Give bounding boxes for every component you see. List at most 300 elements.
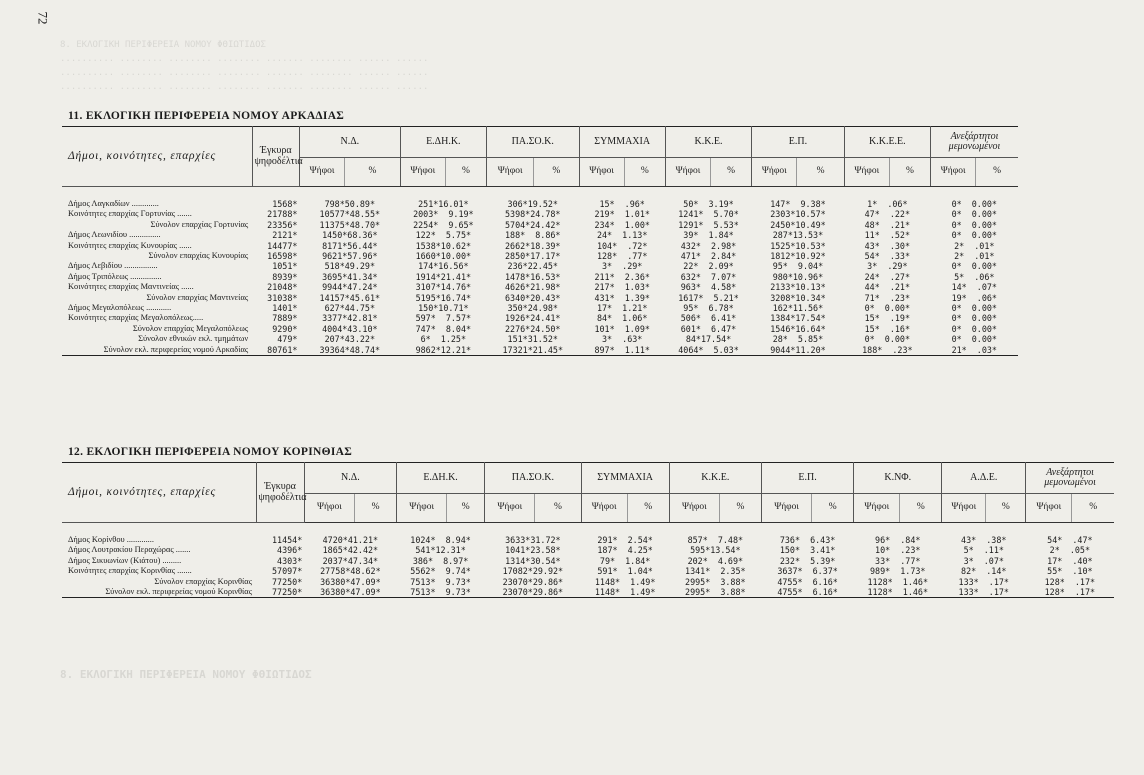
party-result-cell: 128* .77* bbox=[596, 251, 648, 262]
valid-ballots-cell: 479* bbox=[277, 334, 298, 345]
party-result-cell: 306*19.52* bbox=[507, 199, 558, 209]
party-result-cell: 597* 7.57* bbox=[415, 313, 472, 324]
party-result-cell: 96* .84* bbox=[875, 535, 921, 545]
area-name: Δήμος Κορίνθου ............. bbox=[68, 535, 154, 544]
table-row bbox=[62, 220, 1018, 230]
bleed-through-text: .......... ........ ........ ........ ....... ........ ...... ...... bbox=[60, 54, 429, 64]
party-result-cell: 147* 9.38* bbox=[770, 199, 826, 209]
party-result-cell: 17* 1.21* bbox=[596, 303, 648, 314]
party-result-cell: 24* .27* bbox=[864, 271, 911, 282]
party-result-cell: 10577*48.55* bbox=[319, 209, 381, 220]
party-result-cell: 211* 2.36* bbox=[594, 271, 650, 282]
party-result-cell: 202* 4.69* bbox=[687, 555, 744, 566]
party-result-cell: 95* 6.78* bbox=[683, 303, 734, 314]
valid-ballots-cell: 9290* bbox=[272, 323, 298, 334]
area-name: Δήμος Τριπόλεως ............... bbox=[68, 271, 162, 281]
party-result-cell: 122* 5.75* bbox=[415, 230, 472, 241]
valid-ballots-cell: 8939* bbox=[272, 271, 298, 282]
spacer-cell bbox=[62, 523, 1114, 536]
party-result-cell: 11* .52* bbox=[864, 230, 911, 241]
party-result-cell: 9944*47.24* bbox=[322, 282, 378, 293]
party-result-cell: 1128* 1.46* bbox=[867, 587, 928, 598]
area-name: Σύνολον επαρχίας Γορτυνίας bbox=[150, 219, 249, 229]
valid-ballots-header: Έγκυρα ψηφοδέλτια bbox=[256, 463, 304, 523]
party-result-cell: 3* .63* bbox=[602, 334, 643, 345]
votes-subheader: Ψήφοι bbox=[665, 158, 710, 187]
votes-subheader: Ψήφοι bbox=[581, 494, 627, 523]
party-header: Ν.Δ. bbox=[299, 127, 400, 158]
party-result-cell: 1341* 2.35* bbox=[685, 566, 746, 577]
party-result-cell: 22* 2.09* bbox=[683, 261, 734, 272]
party-result-cell: 980*10.96* bbox=[772, 271, 824, 282]
party-result-cell: 10* .23* bbox=[875, 545, 921, 556]
party-result-cell: 1926*24.41* bbox=[505, 313, 561, 324]
party-result-cell: 23070*29.86* bbox=[502, 587, 564, 598]
table-row bbox=[62, 334, 1018, 344]
party-result-cell: 7513* 9.73* bbox=[410, 576, 471, 587]
table-body bbox=[62, 523, 1114, 598]
table-title: 11. ΕΚΛΟΓΙΚΗ ΠΕΡΙΦΕΡΕΙΑ ΝΟΜΟΥ ΑΡΚΑΔΙΑΣ bbox=[68, 110, 345, 122]
party-result-cell: 627*44.75* bbox=[324, 303, 375, 314]
page-number: 72 bbox=[35, 11, 51, 25]
party-result-cell: 1241* 5.70* bbox=[678, 209, 739, 220]
party-result-cell: 187* 4.25* bbox=[597, 545, 653, 556]
table-row bbox=[62, 199, 1018, 209]
table-row bbox=[62, 241, 1018, 251]
votes-subheader: Ψήφοι bbox=[400, 158, 445, 187]
party-result-cell: 43* .38* bbox=[961, 535, 1007, 545]
party-result-cell: 3695*41.34* bbox=[322, 271, 378, 282]
party-result-cell: 1148* 1.49* bbox=[594, 576, 656, 587]
party-result-cell: 506* 6.41* bbox=[680, 313, 737, 324]
party-result-cell: 3* .07* bbox=[963, 555, 1004, 566]
party-result-cell: 47* .22* bbox=[864, 209, 911, 220]
valid-ballots-cell: 16598* bbox=[267, 251, 298, 262]
party-result-cell: 591* 1.04* bbox=[597, 566, 653, 577]
party-result-cell: 0* 0.00* bbox=[951, 209, 997, 220]
party-result-cell: 54* .47* bbox=[1047, 535, 1093, 545]
party-result-cell: 1812*10.92* bbox=[770, 251, 826, 262]
party-result-cell: 188* 8.86* bbox=[505, 230, 561, 241]
party-result-cell: 4064* 5.03* bbox=[678, 344, 739, 355]
party-result-cell: 44* .21* bbox=[864, 282, 911, 293]
table-row bbox=[62, 209, 1018, 219]
pct-subheader: % bbox=[797, 158, 844, 187]
pct-subheader: % bbox=[447, 494, 485, 523]
party-result-cell: 3* .29* bbox=[602, 261, 643, 272]
party-result-cell: 3* .29* bbox=[867, 261, 908, 272]
table-row bbox=[62, 293, 1018, 303]
valid-ballots-cell: 21048* bbox=[267, 282, 298, 293]
table-body bbox=[62, 187, 1018, 356]
party-result-cell: 251*16.01* bbox=[418, 199, 469, 209]
party-result-cell: 291* 2.54* bbox=[597, 535, 653, 545]
bleed-through-text: .......... ........ ........ ........ ....... ........ ...... ...... bbox=[60, 82, 429, 92]
table-row bbox=[62, 587, 1114, 598]
pct-subheader: % bbox=[889, 158, 930, 187]
votes-subheader: Ψήφοι bbox=[752, 158, 797, 187]
party-header: Κ.Κ.Ε.Ε. bbox=[844, 127, 930, 158]
valid-ballots-cell: 14477* bbox=[267, 240, 298, 251]
table-row bbox=[62, 251, 1018, 261]
pct-subheader: % bbox=[976, 158, 1018, 187]
party-result-cell: 541*12.31* bbox=[415, 545, 466, 556]
valid-ballots-cell: 21788* bbox=[267, 209, 298, 220]
party-result-cell: 150* 3.41* bbox=[779, 545, 836, 556]
party-result-cell: 84* 1.06* bbox=[596, 313, 648, 324]
valid-ballots-header: Έγκυρα ψηφοδέλτια bbox=[252, 127, 299, 187]
votes-subheader: Ψήφοι bbox=[485, 494, 535, 523]
party-result-cell: 162*11.56* bbox=[772, 303, 824, 314]
party-result-cell: 2303*10.57* bbox=[770, 209, 826, 220]
party-result-cell: 0* 0.00* bbox=[951, 199, 997, 209]
table-row bbox=[62, 261, 1018, 271]
party-result-cell: 4626*21.98* bbox=[505, 282, 561, 293]
party-result-cell: 36380*47.09* bbox=[320, 576, 381, 587]
pct-subheader: % bbox=[720, 494, 762, 523]
valid-ballots-cell: 77250* bbox=[271, 587, 303, 598]
party-result-cell: 1478*16.53* bbox=[505, 271, 561, 282]
party-result-cell: 101* 1.09* bbox=[594, 323, 650, 334]
votes-subheader: Ψήφοι bbox=[487, 158, 534, 187]
party-result-cell: 5* .06* bbox=[954, 271, 995, 282]
pct-subheader: % bbox=[900, 494, 942, 523]
votes-subheader: Ψήφοι bbox=[669, 494, 719, 523]
party-result-cell: 17321*21.45* bbox=[502, 344, 563, 355]
party-result-cell: 19* .06* bbox=[951, 292, 997, 303]
party-result-cell: 2* .05* bbox=[1049, 545, 1091, 556]
table-arkadia-section bbox=[62, 110, 1018, 356]
area-name: Δήμος Μεγαλοπόλεως ............ bbox=[68, 303, 172, 313]
area-column-header: Δήμοι, κοινότητες, επαρχίες bbox=[62, 463, 256, 523]
party-result-cell: 350*24.98* bbox=[507, 303, 558, 314]
party-result-cell: 4755* 6.16* bbox=[777, 587, 838, 598]
table-row bbox=[62, 556, 1114, 566]
spacer-cell bbox=[62, 187, 1018, 200]
party-result-cell: 595*13.54* bbox=[690, 545, 741, 556]
party-result-cell: 6* 1.25* bbox=[420, 334, 467, 345]
party-header: Ανεξάρτητοι μεμονωμένοι bbox=[1026, 463, 1114, 494]
party-result-cell: 219* 1.01* bbox=[594, 209, 650, 220]
valid-ballots-cell: 23356* bbox=[267, 219, 298, 230]
area-name: Σύνολον επαρχίας Μεγαλοπόλεως bbox=[132, 323, 249, 333]
party-result-cell: 4720*41.21* bbox=[322, 535, 379, 545]
party-result-cell: 3637* 6.37* bbox=[777, 566, 838, 577]
party-result-cell: 84*17.54* bbox=[685, 334, 732, 345]
party-result-cell: 1024* 8.94* bbox=[410, 535, 471, 545]
party-result-cell: 287*13.53* bbox=[772, 230, 824, 241]
party-result-cell: 9044*11.20* bbox=[770, 344, 826, 355]
party-result-cell: 897* 1.11* bbox=[594, 344, 650, 355]
pct-subheader: % bbox=[711, 158, 752, 187]
votes-subheader: Ψήφοι bbox=[942, 494, 986, 523]
table-row bbox=[62, 313, 1018, 323]
party-result-cell: 39364*48.74* bbox=[319, 344, 381, 355]
party-result-cell: 0* 0.00* bbox=[951, 334, 997, 345]
party-result-cell: 0* 0.00* bbox=[864, 303, 911, 314]
table-row bbox=[62, 230, 1018, 240]
party-result-cell: 43* .30* bbox=[864, 240, 911, 251]
party-result-cell: 6340*20.43* bbox=[505, 292, 561, 303]
party-result-cell: 1314*30.54* bbox=[505, 555, 561, 566]
results-table-arkadia bbox=[62, 126, 1018, 356]
votes-subheader: Ψήφοι bbox=[304, 494, 354, 523]
area-name: Δήμος Λεβιδίου ................ bbox=[68, 261, 158, 271]
party-result-cell: 54* .33* bbox=[864, 251, 911, 262]
party-result-cell: 2254* 9.65* bbox=[413, 219, 474, 230]
bleed-through-text: .......... ........ ........ ........ ....... ........ ...... ...... bbox=[60, 68, 429, 78]
area-name: Σύνολον εκλ. περιφερείας νομού Αρκαδίας bbox=[103, 344, 249, 354]
valid-ballots-cell: 11454* bbox=[271, 535, 303, 545]
party-result-cell: 2995* 3.88* bbox=[685, 576, 746, 587]
valid-ballots-cell: 57097* bbox=[271, 566, 303, 577]
area-name: Κοινότητες επαρχίας Κορινθίας ....... bbox=[68, 566, 192, 576]
party-result-cell: 7513* 9.73* bbox=[410, 587, 471, 598]
valid-ballots-cell: 80761* bbox=[267, 344, 298, 355]
pct-subheader: % bbox=[624, 158, 665, 187]
party-result-cell: 27758*48.62* bbox=[320, 566, 381, 577]
party-header: Κ.Κ.Ε. bbox=[669, 463, 761, 494]
results-table-korinthia bbox=[62, 462, 1114, 598]
area-name: Κοινότητες επαρχίας Μεγαλοπόλεως..... bbox=[68, 313, 204, 323]
party-result-cell: 79* 1.84* bbox=[599, 555, 651, 566]
party-result-cell: 2* .01* bbox=[954, 251, 995, 262]
party-result-cell: 2* .01* bbox=[954, 240, 995, 251]
table-row bbox=[62, 566, 1114, 576]
party-result-cell: 2850*17.17* bbox=[505, 251, 561, 262]
area-name: Σύνολον επαρχίας Κυνουρίας bbox=[148, 251, 249, 261]
table-row bbox=[62, 535, 1114, 545]
pct-subheader: % bbox=[627, 494, 669, 523]
party-result-cell: 28* 5.85* bbox=[772, 334, 824, 345]
party-result-cell: 9862*12.21* bbox=[415, 344, 472, 355]
party-result-cell: 11375*48.70* bbox=[319, 219, 381, 230]
party-result-cell: 55* .10* bbox=[1047, 566, 1093, 577]
party-result-cell: 1914*21.41* bbox=[415, 271, 472, 282]
party-result-cell: 5704*24.42* bbox=[505, 219, 561, 230]
party-header: ΠΑ.ΣΟ.Κ. bbox=[487, 127, 580, 158]
party-result-cell: 431* 1.39* bbox=[594, 292, 650, 303]
party-result-cell: 857* 7.48* bbox=[687, 535, 744, 545]
area-name: Κοινότητες επαρχίας Γορτυνίας ....... bbox=[68, 209, 192, 219]
party-result-cell: 133* .17* bbox=[958, 576, 1009, 587]
pct-subheader: % bbox=[535, 494, 581, 523]
valid-ballots-cell: 2121* bbox=[272, 230, 298, 241]
table-row bbox=[62, 577, 1114, 587]
party-result-cell: 17* .40* bbox=[1047, 555, 1093, 566]
valid-ballots-cell: 31038* bbox=[267, 292, 298, 303]
party-result-cell: 1291* 5.53* bbox=[678, 219, 739, 230]
party-result-cell: 48* .21* bbox=[864, 219, 911, 230]
area-name: Κοινότητες επαρχίας Κυνουρίας ...... bbox=[68, 240, 192, 250]
party-header: Κ.ΝΦ. bbox=[854, 463, 942, 494]
table-row bbox=[62, 345, 1018, 356]
valid-ballots-cell: 1051* bbox=[272, 261, 298, 272]
party-result-cell: 798*50.89* bbox=[324, 199, 375, 209]
party-result-cell: 2037*47.34* bbox=[322, 555, 379, 566]
party-result-cell: 3633*31.72* bbox=[505, 535, 561, 545]
party-result-cell: 3107*14.76* bbox=[415, 282, 472, 293]
party-result-cell: 33* .77* bbox=[875, 555, 921, 566]
party-header: Κ.Κ.Ε. bbox=[665, 127, 751, 158]
party-header: Ε.Π. bbox=[752, 127, 845, 158]
party-header: ΣΥΜΜΑΧΙΑ bbox=[579, 127, 665, 158]
pct-subheader: % bbox=[986, 494, 1026, 523]
area-name: Σύνολον εκλ. περιφερείας νομού Κορινθίας bbox=[105, 587, 253, 597]
area-name: Κοινότητες επαρχίας Μαντινείας ...... bbox=[68, 282, 194, 292]
table-row bbox=[62, 324, 1018, 334]
party-result-cell: 236*22.45* bbox=[507, 261, 558, 272]
party-result-cell: 2662*18.39* bbox=[505, 240, 561, 251]
valid-ballots-cell: 1568* bbox=[272, 199, 298, 209]
party-result-cell: 989* 1.73* bbox=[870, 566, 926, 577]
party-result-cell: 2133*10.13* bbox=[770, 282, 826, 293]
valid-ballots-cell: 77250* bbox=[271, 576, 303, 587]
party-result-cell: 5562* 9.74* bbox=[410, 566, 471, 577]
party-result-cell: 2003* 9.19* bbox=[413, 209, 474, 220]
area-name: Σύνολον εθνικών εκλ. τμημάτων bbox=[138, 334, 249, 344]
party-result-cell: 0* 0.00* bbox=[951, 313, 997, 324]
party-result-cell: 217* 1.03* bbox=[594, 282, 650, 293]
bleed-through-text: 8. ΕΚΛΟΓΙΚΗ ΠΕΡΙΦΕΡΕΙΑ ΝΟΜΟΥ ΦΘΙΩΤΙΔΟΣ bbox=[60, 668, 312, 681]
party-header: ΣΥΜΜΑΧΙΑ bbox=[581, 463, 669, 494]
party-result-cell: 386* 8.97* bbox=[412, 555, 469, 566]
table-row bbox=[62, 282, 1018, 292]
valid-ballots-cell: 1401* bbox=[272, 303, 298, 314]
table-row bbox=[62, 272, 1018, 282]
party-result-cell: 15* .16* bbox=[864, 323, 911, 334]
valid-ballots-cell: 4396* bbox=[277, 545, 303, 556]
party-result-cell: 0* 0.00* bbox=[951, 230, 997, 241]
votes-subheader: Ψήφοι bbox=[844, 158, 889, 187]
party-result-cell: 9621*57.96* bbox=[322, 251, 378, 262]
table-row bbox=[62, 303, 1018, 313]
party-result-cell: 21* .03* bbox=[951, 344, 997, 355]
party-result-cell: 0* 0.00* bbox=[864, 334, 911, 345]
area-name: Σύνολον επαρχίας Μαντινείας bbox=[146, 292, 249, 302]
party-result-cell: 39* 1.84* bbox=[683, 230, 734, 241]
party-result-cell: 963* 4.58* bbox=[680, 282, 737, 293]
party-result-cell: 151*31.52* bbox=[507, 334, 558, 345]
party-result-cell: 50* 3.19* bbox=[683, 199, 734, 209]
party-result-cell: 150*10.71* bbox=[418, 303, 469, 314]
area-name: Σύνολον επαρχίας Κορινθίας bbox=[154, 576, 253, 586]
party-result-cell: 188* .23* bbox=[862, 344, 913, 355]
pct-subheader: % bbox=[534, 158, 579, 187]
party-result-cell: 0* 0.00* bbox=[951, 219, 997, 230]
party-result-cell: 23070*29.86* bbox=[502, 576, 564, 587]
party-result-cell: 82* .14* bbox=[961, 566, 1007, 577]
party-result-cell: 4755* 6.16* bbox=[777, 576, 838, 587]
party-result-cell: 128* .17* bbox=[1044, 576, 1096, 587]
votes-subheader: Ψήφοι bbox=[579, 158, 624, 187]
party-result-cell: 1041*23.58* bbox=[505, 545, 561, 556]
party-result-cell: 736* 6.43* bbox=[779, 535, 836, 545]
party-result-cell: 0* 0.00* bbox=[951, 303, 997, 314]
pct-subheader: % bbox=[355, 494, 397, 523]
party-result-cell: 5195*16.74* bbox=[415, 292, 472, 303]
table-korinthia-section bbox=[62, 446, 1114, 598]
party-result-cell: 1* .06* bbox=[867, 199, 908, 209]
party-result-cell: 128* .17* bbox=[1044, 587, 1096, 598]
party-result-cell: 601* 6.47* bbox=[680, 323, 737, 334]
valid-ballots-cell: 4303* bbox=[277, 555, 303, 566]
party-header: Ε.ΔΗ.Κ. bbox=[397, 463, 485, 494]
party-result-cell: 2450*10.49* bbox=[770, 219, 826, 230]
party-result-cell: 1617* 5.21* bbox=[678, 292, 739, 303]
party-result-cell: 632* 7.07* bbox=[680, 271, 737, 282]
party-result-cell: 71* .23* bbox=[864, 292, 911, 303]
party-result-cell: 2995* 3.88* bbox=[685, 587, 746, 598]
party-result-cell: 518*49.29* bbox=[324, 261, 375, 272]
party-result-cell: 234* 1.00* bbox=[594, 219, 650, 230]
party-header: Α.Δ.Ε. bbox=[942, 463, 1026, 494]
party-result-cell: 104* .72* bbox=[596, 240, 648, 251]
party-result-cell: 14157*45.61* bbox=[319, 292, 381, 303]
party-result-cell: 1660*10.00* bbox=[415, 251, 472, 262]
party-result-cell: 3377*42.81* bbox=[322, 313, 378, 324]
area-name: Δήμος Λαγκαδίων ............. bbox=[68, 199, 159, 208]
area-name: Δήμος Σικυωνίων (Κιάτου) ......... bbox=[68, 555, 182, 565]
party-result-cell: 15* .96* bbox=[599, 199, 645, 209]
party-result-cell: 1525*10.53* bbox=[770, 240, 826, 251]
party-result-cell: 17082*29.92* bbox=[502, 566, 564, 577]
party-result-cell: 133* .17* bbox=[958, 587, 1009, 598]
bleed-through-text: 8. ΕΚΛΟΓΙΚΗ ΠΕΡΙΦΕΡΕΙΑ ΝΟΜΟΥ ΦΘΙΩΤΙΔΟΣ bbox=[60, 40, 266, 50]
party-header: ΠΑ.ΣΟ.Κ. bbox=[485, 463, 581, 494]
party-result-cell: 0* 0.00* bbox=[951, 323, 997, 334]
party-result-cell: 36380*47.09* bbox=[320, 587, 381, 598]
votes-subheader: Ψήφοι bbox=[1026, 494, 1072, 523]
party-result-cell: 5* .11* bbox=[963, 545, 1004, 556]
party-header: Ν.Δ. bbox=[304, 463, 396, 494]
party-result-cell: 0* 0.00* bbox=[951, 261, 997, 272]
pct-subheader: % bbox=[445, 158, 486, 187]
party-result-cell: 432* 2.98* bbox=[680, 240, 737, 251]
votes-subheader: Ψήφοι bbox=[761, 494, 811, 523]
party-result-cell: 8171*56.44* bbox=[322, 240, 378, 251]
pct-subheader: % bbox=[345, 158, 401, 187]
party-result-cell: 15* .19* bbox=[864, 313, 911, 324]
votes-subheader: Ψήφοι bbox=[397, 494, 447, 523]
table-title: 12. ΕΚΛΟΓΙΚΗ ΠΕΡΙΦΕΡΕΙΑ ΝΟΜΟΥ ΚΟΡΙΝΘΙΑΣ bbox=[68, 446, 353, 458]
party-header: Ε.Π. bbox=[761, 463, 853, 494]
table-row bbox=[62, 545, 1114, 555]
votes-subheader: Ψήφοι bbox=[931, 158, 976, 187]
area-column-header: Δήμοι, κοινότητες, επαρχίες bbox=[62, 127, 252, 187]
party-result-cell: 3208*10.34* bbox=[770, 292, 826, 303]
party-header: Ανεξάρτητοι μεμονωμένοι bbox=[931, 127, 1018, 158]
party-result-cell: 747* 8.04* bbox=[415, 323, 472, 334]
area-name: Δήμος Λεωνιδίου ............... bbox=[68, 230, 161, 240]
party-result-cell: 1148* 1.49* bbox=[594, 587, 656, 598]
votes-subheader: Ψήφοι bbox=[299, 158, 344, 187]
party-result-cell: 2276*24.50* bbox=[505, 323, 561, 334]
valid-ballots-cell: 7889* bbox=[272, 313, 298, 324]
party-result-cell: 95* 9.04* bbox=[772, 261, 824, 272]
party-result-cell: 232* 5.39* bbox=[779, 555, 836, 566]
party-result-cell: 4004*43.10* bbox=[322, 323, 378, 334]
party-result-cell: 5398*24.78* bbox=[505, 209, 561, 220]
party-result-cell: 24* 1.13* bbox=[596, 230, 648, 241]
pct-subheader: % bbox=[1072, 494, 1114, 523]
party-result-cell: 207*43.22* bbox=[324, 334, 375, 345]
area-name: Δήμος Λουτρακίου Περαχώρας ....... bbox=[68, 545, 191, 555]
votes-subheader: Ψήφοι bbox=[854, 494, 900, 523]
pct-subheader: % bbox=[812, 494, 854, 523]
party-result-cell: 1384*17.54* bbox=[770, 313, 826, 324]
party-result-cell: 14* .07* bbox=[951, 282, 997, 293]
